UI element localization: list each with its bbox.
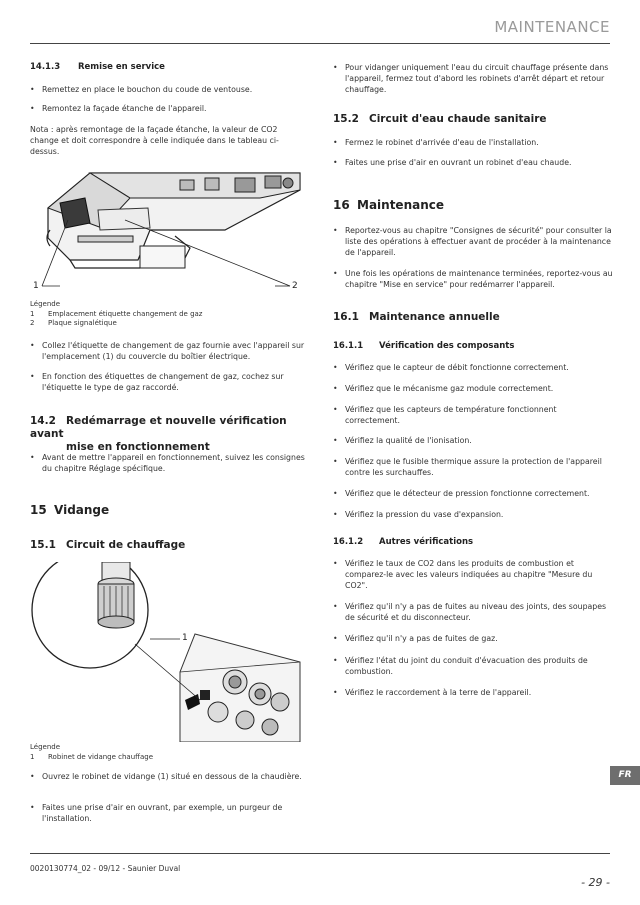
callout-label: 1 — [182, 633, 188, 643]
section-number: 16 — [333, 198, 350, 212]
note-paragraph: Nota : après remontage de la façade étanche, la valeur de CO2 change et doit correspondre à celle indiquée dans le tableau ci-dessus. — [30, 125, 279, 156]
section-title: Vérification des composants — [379, 341, 515, 351]
footer-document-reference: 0020130774_02 - 09/12 - Saunier Duval — [30, 864, 181, 873]
list-item: • Pour vidanger uniquement l'eau du circuit chauffage présente dans l'appareil, fermez tout d'abord les robinets d'arrêt départ et retour chauffage. — [333, 62, 610, 95]
legend-text: Plaque signalétique — [48, 319, 117, 327]
section-16-1-1-heading — [333, 341, 514, 351]
section-number: 16.1.2 — [333, 537, 364, 547]
list-item: • Vérifiez que le capteur de débit fonctionne correctement. — [333, 362, 613, 373]
page-header-title: MAINTENANCE — [494, 18, 610, 36]
section-title: Maintenance annuelle — [369, 311, 500, 323]
list-item: • Fermez le robinet d'arrivée d'eau de l'installation. — [333, 137, 610, 148]
section-16-heading — [333, 198, 444, 212]
section-15-2-heading — [333, 113, 547, 125]
section-number: 16.1 — [333, 311, 359, 323]
list-item: • Vérifiez que le fusible thermique assure la protection de l'appareil contre les surchauffes. — [333, 456, 613, 478]
section-title: Circuit de chauffage — [66, 539, 186, 551]
list-item: • Vérifiez que le détecteur de pression fonctionne correctement. — [333, 488, 615, 499]
legend-number: 2 — [30, 319, 35, 327]
list-item: • Vérifiez l'état du joint du conduit d'évacuation des produits de combustion. — [333, 655, 613, 677]
list-item: • Remontez la façade étanche de l'appareil. — [30, 103, 305, 114]
list-item: • Une fois les opérations de maintenance terminées, reportez-vous au chapitre "Mise en service" pour redémarrer l'appareil. — [333, 268, 613, 290]
list-item: • Vérifiez la pression du vase d'expansion. — [333, 509, 613, 520]
section-number: 14.1.3 — [30, 62, 61, 72]
list-item: • Vérifiez que le mécanisme gaz module correctement. — [333, 383, 613, 394]
list-item: • Ouvrez le robinet de vidange (1) situé en dessous de la chaudière. — [30, 771, 305, 782]
figure-legend — [30, 743, 153, 762]
legend-row — [30, 753, 153, 763]
section-number: 15.2 — [333, 113, 359, 125]
section-number: 15 — [30, 503, 47, 517]
section-title: Autres vérifications — [379, 537, 474, 547]
header-divider — [30, 43, 610, 44]
section-14-2-heading — [30, 415, 305, 454]
list-item: • Faites une prise d'air en ouvrant, par exemple, un purgeur de l'installation. — [30, 802, 305, 824]
footer-divider — [30, 853, 610, 854]
callout-label: 1 — [33, 281, 39, 291]
legend-row — [30, 319, 203, 329]
list-item: • Vérifiez qu'il n'y a pas de fuites au niveau des joints, des soupapes de sécurité et du disconnecteur. — [333, 601, 610, 623]
list-item: • Avant de mettre l'appareil en fonctionnement, suivez les consignes du chapitre Réglage spécifique. — [30, 452, 305, 474]
list-item: • Reportez-vous au chapitre "Consignes de sécurité" pour consulter la liste des opérations à effectuer avant de procéder à la maintenance de l'appareil. — [333, 225, 613, 258]
section-15-1-heading — [30, 539, 185, 551]
legend-title: Légende — [30, 300, 61, 308]
section-number: 16.1.1 — [333, 341, 364, 351]
legend-text: Emplacement étiquette changement de gaz — [48, 309, 203, 318]
legend-number: 1 — [30, 752, 35, 761]
legend-number: 1 — [30, 309, 35, 318]
boiler-drawing-1 — [30, 168, 305, 293]
section-title-line1: Redémarrage et nouvelle vérification avant — [30, 415, 287, 440]
figure-legend — [30, 300, 203, 329]
list-item: • Vérifiez le raccordement à la terre de l'appareil. — [333, 687, 610, 698]
section-15-heading — [30, 503, 109, 517]
legend-title: Légende — [30, 743, 61, 751]
list-item: • Collez l'étiquette de changement de gaz fournie avec l'appareil sur l'emplacement (1) du couvercle du boîtier électrique. — [30, 340, 305, 362]
figure-electrical-box — [30, 168, 305, 293]
section-number: 14.2 — [30, 415, 56, 427]
list-item: • Vérifiez qu'il n'y a pas de fuites de gaz. — [333, 633, 610, 644]
callout-label: 2 — [292, 281, 298, 291]
section-title: Maintenance — [357, 198, 445, 212]
list-item: • Vérifiez la qualité de l'ionisation. — [333, 435, 613, 446]
boiler-drawing-2 — [30, 562, 305, 742]
language-tab: FR — [610, 766, 640, 785]
section-title: Circuit d'eau chaude sanitaire — [369, 113, 547, 125]
section-title: Remise en service — [78, 62, 165, 72]
list-item: • Vérifiez le taux de CO2 dans les produits de combustion et comparez-le avec les valeurs indiquées au chapitre "Mesure du CO2". — [333, 558, 610, 591]
section-title: Vidange — [54, 503, 110, 517]
section-16-1-heading — [333, 311, 500, 323]
section-title-line2: mise en fonctionnement — [66, 441, 210, 453]
figure-drain-valve — [30, 562, 305, 742]
list-item: • En fonction des étiquettes de changement de gaz, cochez sur l'étiquette le type de gaz raccordé. — [30, 371, 305, 393]
page-number: - 29 - — [581, 876, 610, 889]
list-item: • Remettez en place le bouchon du coude de ventouse. — [30, 84, 305, 95]
list-item: • Faites une prise d'air en ouvrant un robinet d'eau chaude. — [333, 157, 610, 168]
legend-text: Robinet de vidange chauffage — [48, 752, 154, 761]
list-item: • Vérifiez que les capteurs de température fonctionnent correctement. — [333, 404, 613, 426]
section-14-1-3-heading — [30, 62, 165, 72]
section-number: 15.1 — [30, 539, 56, 551]
legend-row — [30, 310, 203, 320]
section-16-1-2-heading — [333, 537, 473, 547]
